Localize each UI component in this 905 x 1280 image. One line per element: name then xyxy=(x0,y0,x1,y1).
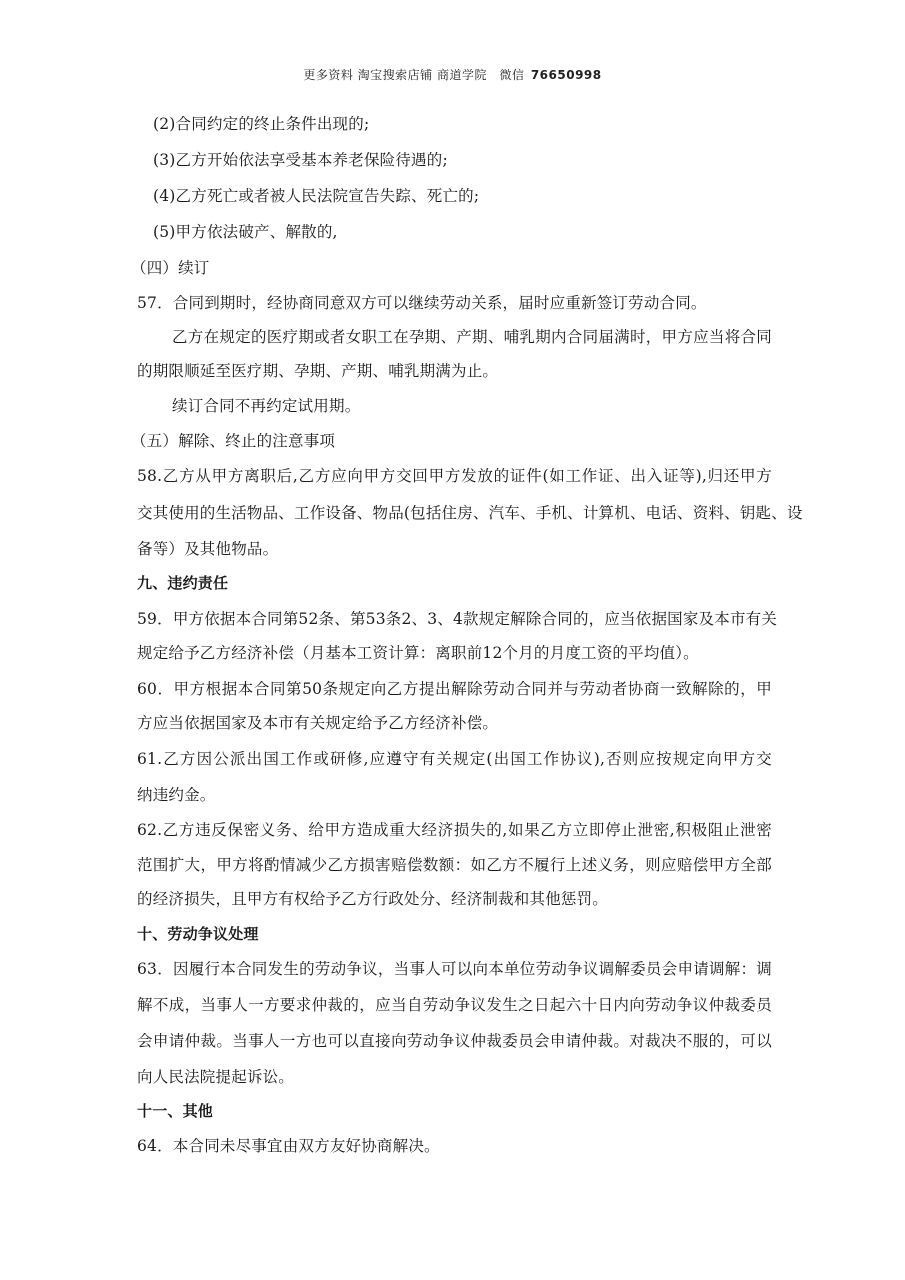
clause-59: 59．甲方依据本合同第52条、第53条2、3、4款规定解除合同的，应当依据国家及本市有关 xyxy=(137,610,778,628)
paragraph-line: 规定给予乙方经济补偿（月基本工资计算：离职前12个月的月度工资的平均值）。 xyxy=(137,644,699,662)
chapter-heading-other: 十一、其他 xyxy=(137,1102,214,1120)
paragraph-line: 的期限顺延至医疗期、孕期、产期、哺乳期满为止。 xyxy=(137,362,499,380)
paragraph-line: 方应当依据国家及本市有关规定给予乙方经济补偿。 xyxy=(137,714,499,732)
page-header xyxy=(0,66,905,83)
clause-61: 61.乙方因公派出国工作或研修,应遵守有关规定(出国工作协议),否则应按规定向甲方交 xyxy=(137,750,772,768)
clause-63: 63．因履行本合同发生的劳动争议，当事人可以向本单位劳动争议调解委员会申请调解：调 xyxy=(137,960,772,978)
list-item-4: (4)乙方死亡或者被人民法院宣告失踪、死亡的; xyxy=(153,187,480,205)
list-item-5: (5)甲方依法破产、解散的, xyxy=(153,223,338,241)
paragraph-line: 范围扩大，甲方将酌情减少乙方损害赔偿数额：如乙方不履行上述义务，则应赔偿甲方全部 xyxy=(137,856,772,874)
paragraph-line: 交其使用的生活物品、工作设备、物品(包括住房、汽车、手机、计算机、电话、资料、钥匙、设 xyxy=(137,504,803,522)
paragraph-line: 会申请仲裁。当事人一方也可以直接向劳动争议仲裁委员会申请仲裁。对裁决不服的，可以 xyxy=(137,1032,772,1050)
list-item-2: (2)合同约定的终止条件出现的; xyxy=(153,115,370,133)
paragraph-line: 纳违约金。 xyxy=(137,786,216,804)
clause-57: 57．合同到期时，经协商同意双方可以继续劳动关系，届时应重新签订劳动合同。 xyxy=(137,294,707,312)
section-heading-termination: （五）解除、终止的注意事项 xyxy=(131,432,336,450)
clause-60: 60．甲方根据本合同第50条规定向乙方提出解除劳动合同并与劳动者协商一致解除的，甲 xyxy=(137,680,772,698)
clause-64: 64．本合同未尽事宜由双方友好协商解决。 xyxy=(137,1137,440,1155)
chapter-heading-breach: 九、违约责任 xyxy=(137,574,229,592)
header-text: 更多资料 淘宝搜索店铺 商道学院 微信 xyxy=(303,68,525,82)
paragraph-line: 向人民法院提起诉讼。 xyxy=(137,1068,295,1086)
clause-62: 62.乙方违反保密义务、给甲方造成重大经济损失的,如果乙方立即停止泄密,积极阻止泄密 xyxy=(137,821,772,839)
clause-58: 58.乙方从甲方离职后,乙方应向甲方交回甲方发放的证件(如工作证、出入证等),归还甲方 xyxy=(137,467,772,485)
list-item-3: (3)乙方开始依法享受基本养老保险待遇的; xyxy=(153,151,448,169)
paragraph-line: 续订合同不再约定试用期。 xyxy=(172,397,361,415)
wechat-number: 76650998 xyxy=(530,68,602,82)
paragraph-line: 的经济损失，且甲方有权给予乙方行政处分、经济制裁和其他惩罚。 xyxy=(137,890,609,908)
paragraph-line: 备等）及其他物品。 xyxy=(137,540,279,558)
paragraph-line: 解不成，当事人一方要求仲裁的，应当自劳动争议发生之日起六十日内向劳动争议仲裁委员 xyxy=(137,996,772,1014)
chapter-heading-dispute: 十、劳动争议处理 xyxy=(137,925,259,943)
section-heading-renewal: （四）续订 xyxy=(131,259,210,277)
paragraph-line: 乙方在规定的医疗期或者女职工在孕期、产期、哺乳期内合同届满时，甲方应当将合同 xyxy=(172,328,772,346)
